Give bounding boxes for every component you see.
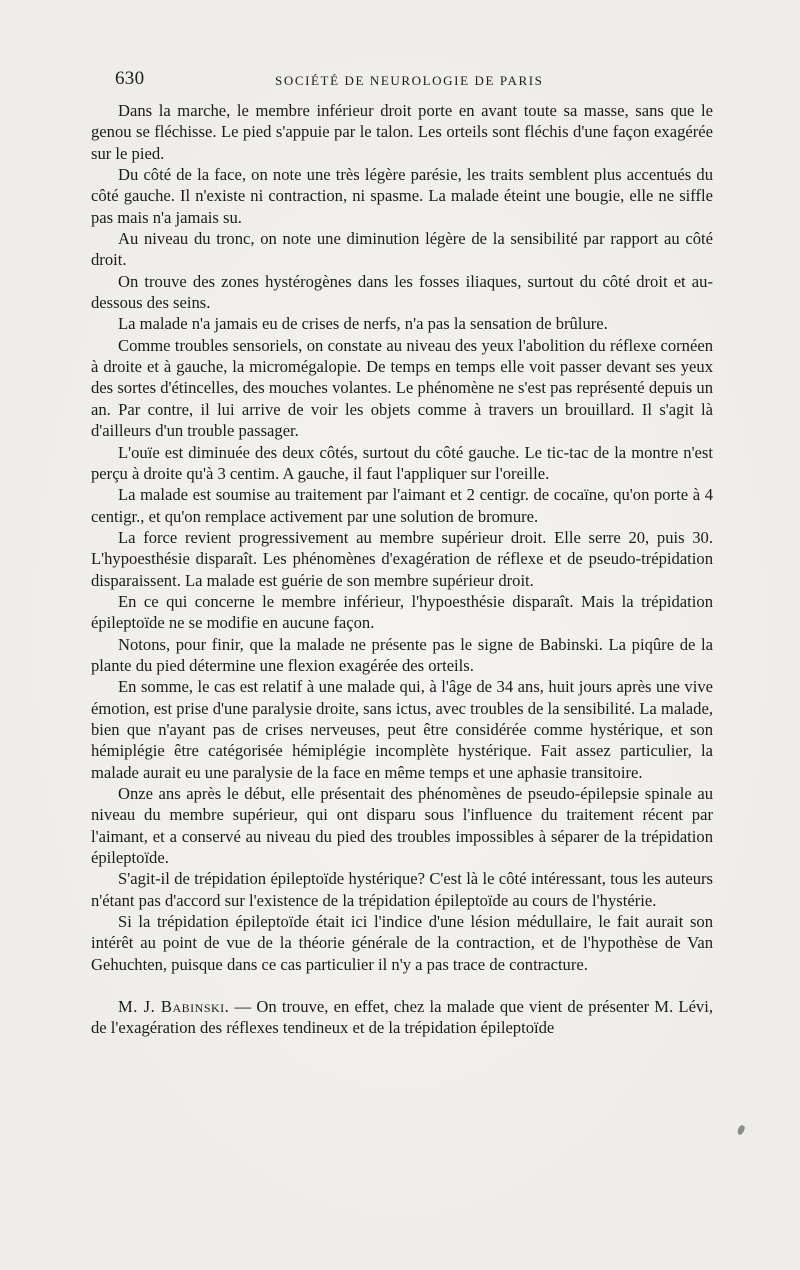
paragraph: Onze ans après le début, elle présentait des phénomènes de pseudo-épilepsie spinale au niveau du membre supérieur, qui ont disparu sous l'influence du traitement récent par l'aimant, et a conservé au niveau du pied des troubles impossibles à séparer de la trépidation épileptoïde. [91, 784, 713, 868]
paragraph: Du côté de la face, on note une très légère parésie, les traits semblent plus accentués du côté gauche. Il n'existe ni contraction, ni spasme. La malade éteint une bougie, elle ne siffle pas mais n'a jamais su. [91, 165, 713, 227]
body-text [91, 100, 713, 1039]
paragraph: On trouve des zones hystérogènes dans les fosses iliaques, surtout du côté droit et au-dessous des seins. [91, 271, 713, 313]
paragraph: S'agit-il de trépidation épileptoïde hystérique? C'est là le côté intéressant, tous les auteurs n'étant pas d'accord sur l'existence de la trépidation épileptoïde au cours de l'hystérie. [91, 869, 713, 910]
paragraph: Au niveau du tronc, on note une diminution légère de la sensibilité par rapport au côté droit. [91, 229, 713, 270]
paragraph: Si la trépidation épileptoïde était ici l'indice d'une lésion médullaire, le fait aurait son intérêt au point de vue de la théorie générale de la contraction, et de l'hypothèse de Van Gehuchten, puisque dans ce cas particulier il n'y a pas trace de contracture. [91, 912, 713, 974]
page-number: 630 [115, 68, 145, 89]
paragraph: Comme troubles sensoriels, on constate au niveau des yeux l'abolition du réflexe cornéen à droite et à gauche, la micromégalopie. De temps en temps elle voit passer devant ses yeux des sortes d'étincelles, des mouches volantes. Le phénomène ne s'est pas représenté depuis un an. Par contre, il lui arrive de voir les objets comme à travers un brouillard. Il s'agit là d'ailleurs d'un trouble passager. [91, 335, 713, 441]
speaker-name: M. J. Babinski. [118, 997, 230, 1017]
paragraph: En ce qui concerne le membre inférieur, l'hypoesthésie disparaît. Mais la trépidation épileptoïde ne se modifie en aucune façon. [91, 591, 713, 633]
page-header [115, 68, 710, 92]
paragraph: La force revient progressivement au membre supérieur droit. Elle serre 20, puis 30. L'hypoesthésie disparaît. Les phénomènes d'exagération de réflexe et de pseudo-trépidation disparaissent. La malade est guérie de son membre supérieur droit. [91, 527, 713, 590]
paragraph: Dans la marche, le membre inférieur droit porte en avant toute sa masse, sans que le genou se fléchisse. Le pied s'appuie par le talon. Les orteils sont fléchis d'une façon exagérée sur le pied. [91, 101, 713, 163]
paragraph: La malade n'a jamais eu de crises de nerfs, n'a pas la sensation de brûlure. [118, 314, 608, 334]
paragraph: L'ouïe est diminuée des deux côtés, surtout du côté gauche. Le tic-tac de la montre n'est perçu à droite qu'à 3 centim. A gauche, il faut l'appliquer sur l'oreille. [91, 442, 713, 483]
discussion-paragraph [91, 996, 713, 1039]
paragraph: La malade est soumise au traitement par l'aimant et 2 centigr. de cocaïne, qu'on porte à 4 centigr., et qu'on remplace activement par une solution de bromure. [91, 485, 713, 526]
paragraph: En somme, le cas est relatif à une malade qui, à l'âge de 34 ans, huit jours après une vive émotion, est prise d'une paralysie droite, sans ictus, avec troubles de la sensibilité. La malade, bien que n'ayant pas de crises nerveuses, peut être considérée comme hystérique, et son hémiplégie être catégorisée hémiplégie incomplète hystérique. Fait assez particulier, la malade aurait eu une paralysie de la face en même temps et une aphasie transitoire. [91, 677, 713, 782]
ink-speck [736, 1124, 746, 1136]
running-title: SOCIÉTÉ DE NEUROLOGIE DE PARIS [275, 73, 544, 88]
paragraph: Notons, pour finir, que la malade ne présente pas le signe de Babinski. La piqûre de la plante du pied détermine une flexion exagérée des orteils. [91, 634, 713, 675]
discussion-text: — On trouve, en effet, chez la malade que vient de présenter M. Lévi, de l'exagération des réflexes tendineux et de la trépidation épileptoïde [91, 997, 713, 1038]
